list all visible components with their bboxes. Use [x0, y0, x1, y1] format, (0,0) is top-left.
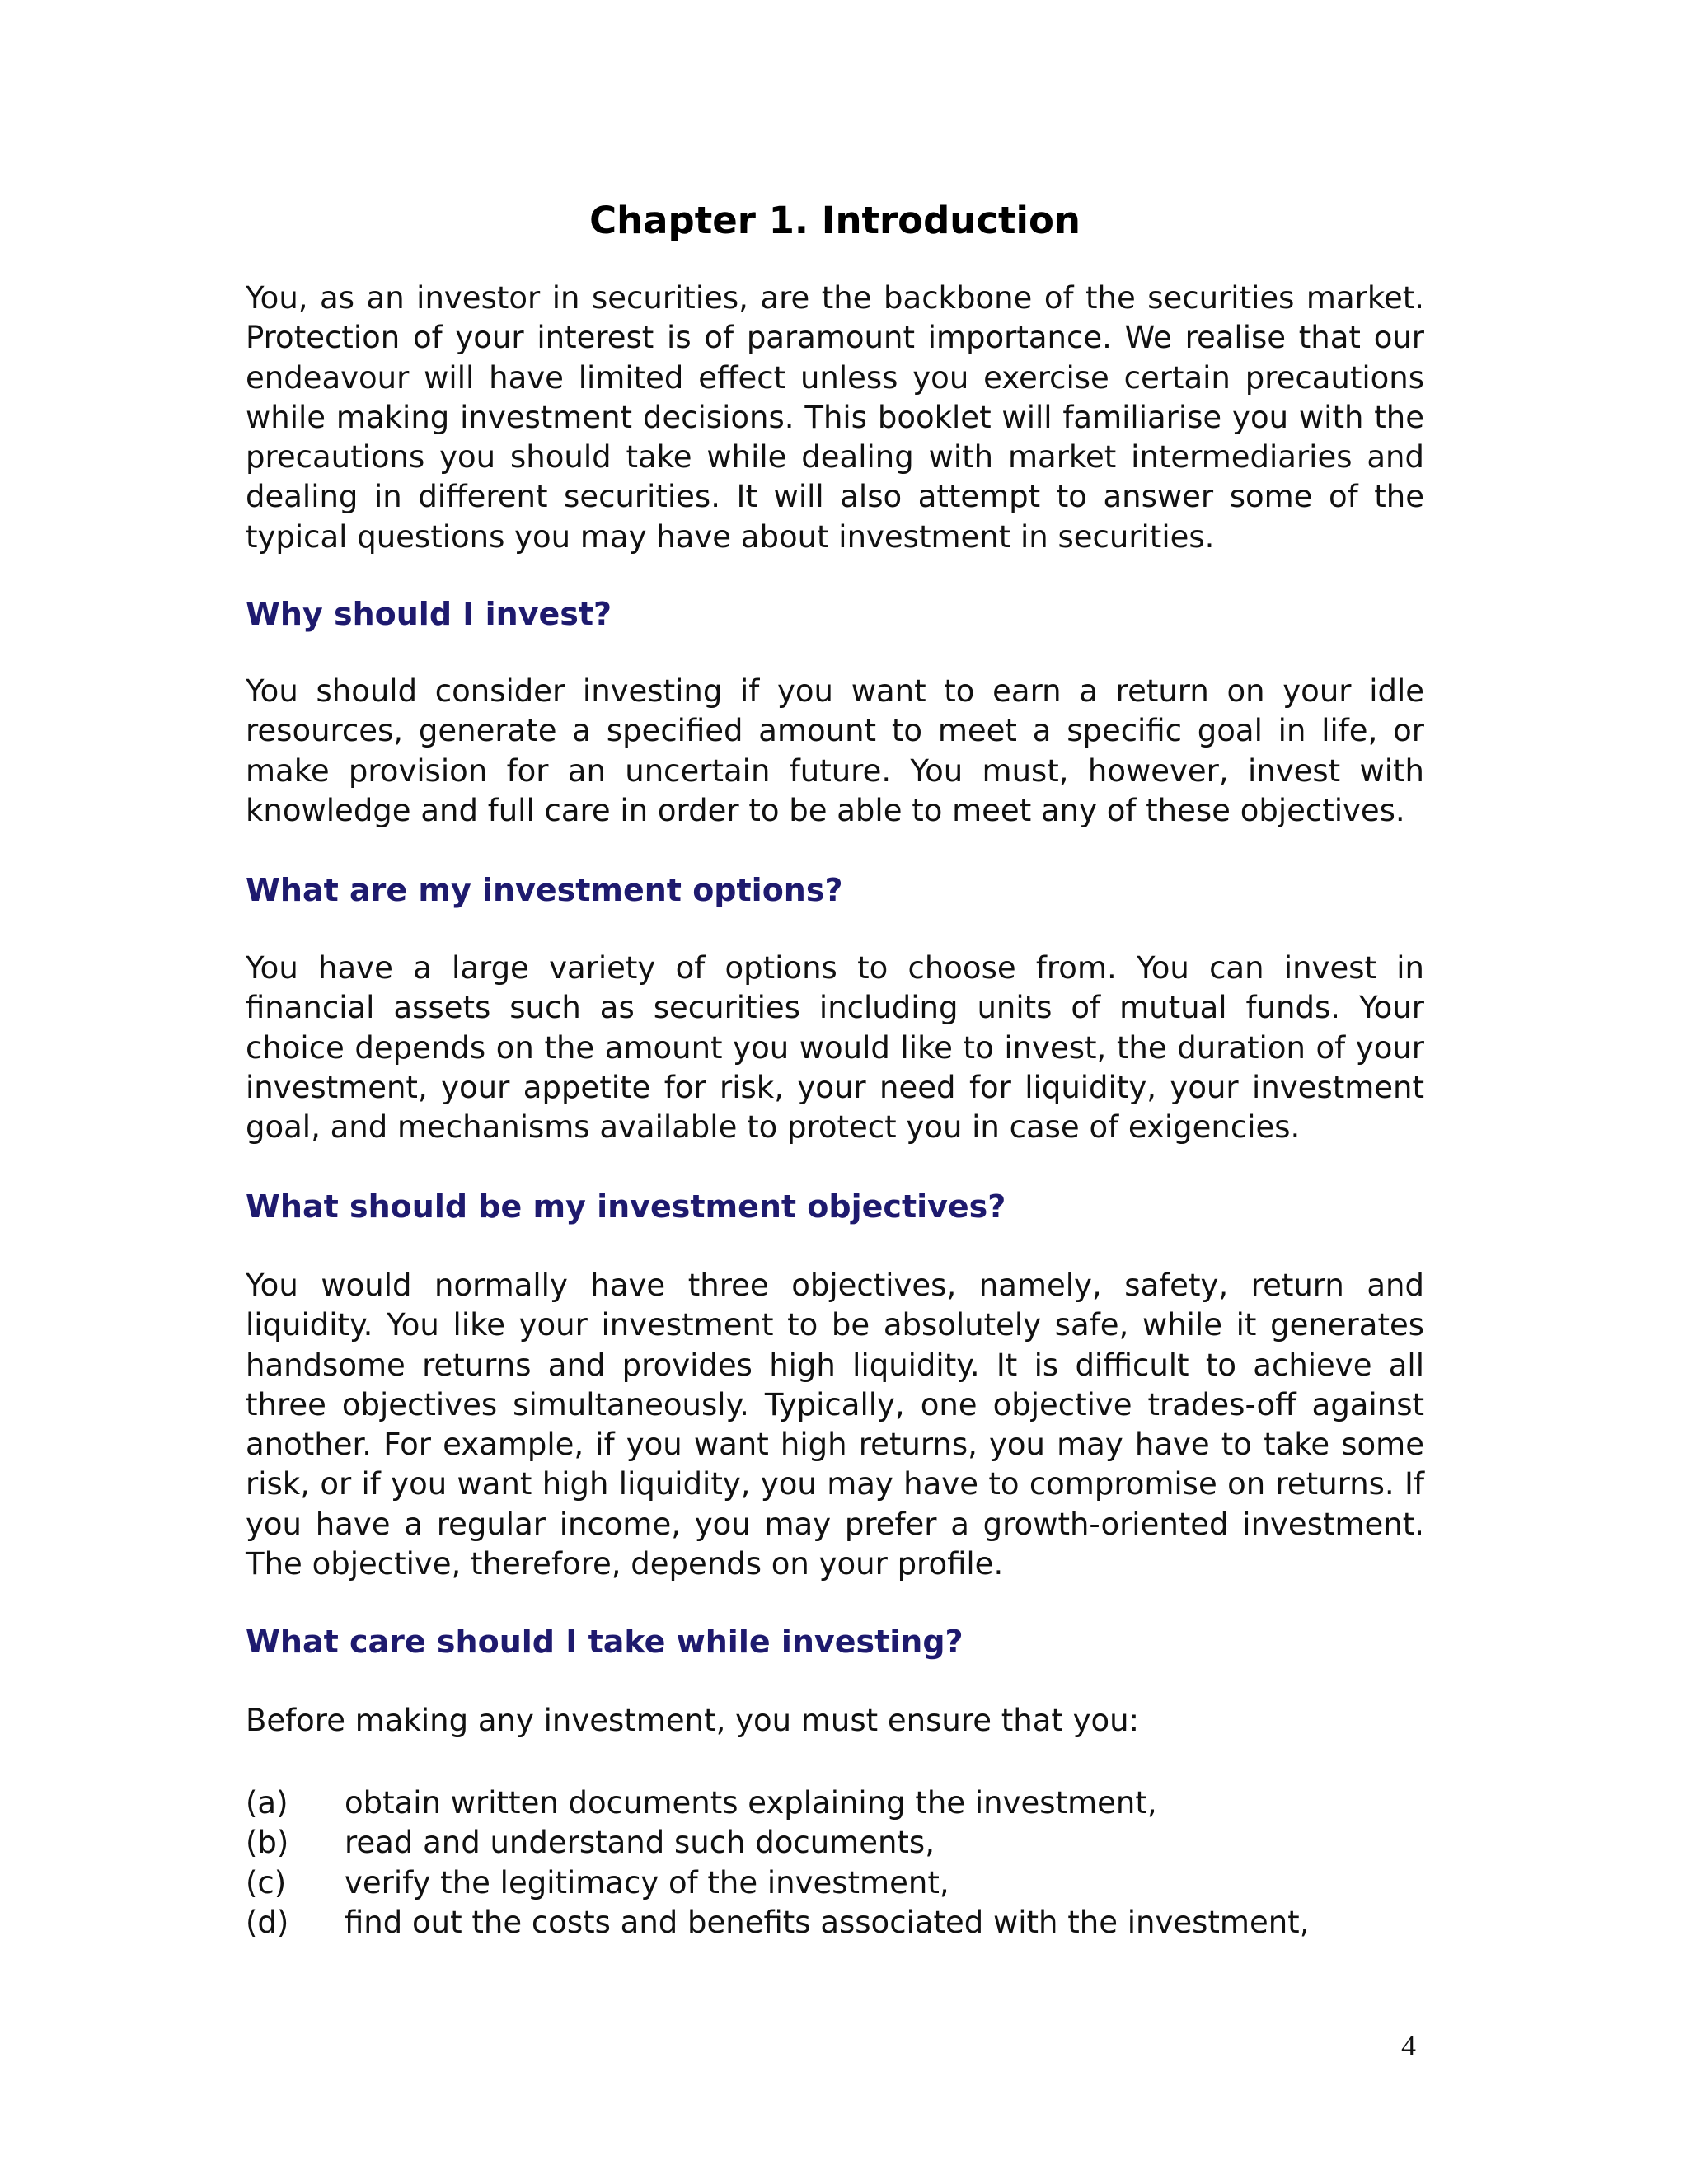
paragraph-investment-objectives: You would normally have three objectives, namely, safety, return and liquidity. You like your investment to be absolutely safe, while it generates handsome returns and provides high liquidity. It is difficult to achieve all three objectives simultaneously. Typically, one objective trades-off against another. For example, if you want high returns, you may have to take some risk, or if you want high liquidity, you may have to compromise on returns. If you have a regular income, you may prefer a growth-oriented investment. The objective, therefore, depends on your profile.	[246, 1268, 1424, 1582]
list-item-text: read and understand such documents,	[345, 1825, 935, 1861]
list-item	[246, 1903, 1424, 1943]
list-marker: (c)	[246, 1864, 287, 1900]
list-item	[246, 1783, 1424, 1823]
list-item	[246, 1863, 1424, 1903]
list-marker: (a)	[246, 1785, 288, 1821]
heading-investment-options: What are my investment options?	[246, 872, 843, 908]
intro-paragraph: You, as an investor in securities, are the backbone of the securities market. Protection of your interest is of paramount importance. We realise that our endeavour will have limited effect unless you exercise certain precautions while making investment decisions. This booklet will familiarise you with the precautions you should take while dealing with market intermediaries and dealing in different securities. It will also attempt to answer some of the typical questions you may have about investment in securities.	[246, 280, 1424, 555]
heading-care-while-investing: What care should I take while investing?	[246, 1624, 964, 1660]
paragraph-why-invest: You should consider investing if you want to earn a return on your idle resources, generate a specified amount to meet a specific goal in life, or make provision for an uncertain future. You must, however, invest with knowledge and full care in order to be able to meet any of these objectives.	[246, 673, 1424, 828]
list-marker: (d)	[246, 1904, 289, 1940]
list-item-text: obtain written documents explaining the investment,	[345, 1785, 1157, 1821]
list-item	[246, 1823, 1424, 1863]
list-item-text: find out the costs and benefits associated with the investment,	[345, 1904, 1310, 1940]
list-item-text: verify the legitimacy of the investment,	[345, 1864, 950, 1900]
paragraph-care-while-investing: Before making any investment, you must ensure that you:	[246, 1703, 1140, 1738]
list-marker: (b)	[246, 1825, 289, 1861]
precautions-list	[246, 1783, 1424, 1943]
heading-why-invest: Why should I invest?	[246, 596, 612, 632]
heading-investment-objectives: What should be my investment objectives?	[246, 1188, 1006, 1225]
paragraph-investment-options: You have a large variety of options to choose from. You can invest in financial assets such as securities including units of mutual funds. Your choice depends on the amount you would like to invest, the duration of your investment, your appetite for risk, your need for liquidity, your investment goal, and mechanisms available to protect you in case of exigencies.	[246, 950, 1424, 1146]
chapter-title: Chapter 1. Introduction	[589, 199, 1081, 242]
page-number: 4	[1401, 2029, 1416, 2062]
